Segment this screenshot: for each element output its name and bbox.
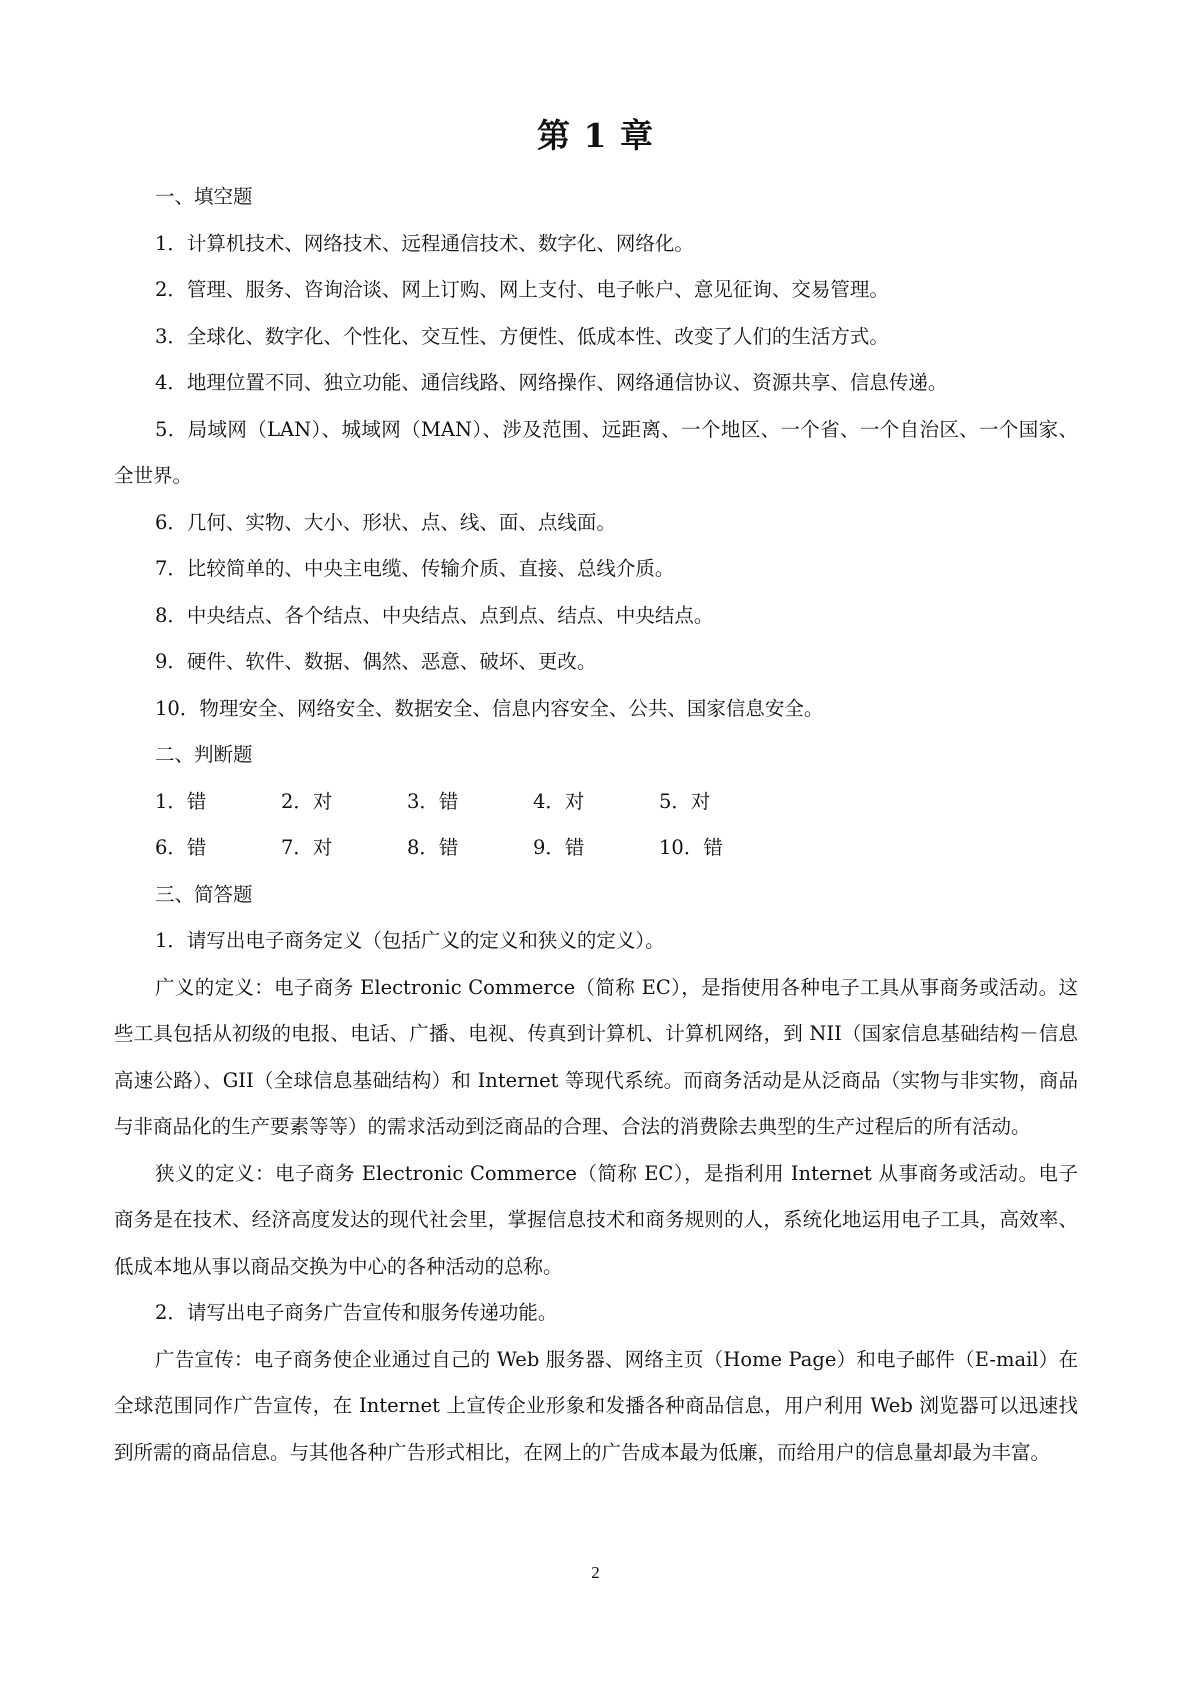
true-false-answer-8: 8．错: [407, 836, 459, 859]
fill-in-answer-7: 7．比较简单的、中央主电缆、传输介质、直接、总线介质。: [155, 557, 675, 580]
fill-in-answer-3: 3．全球化、数字化、个性化、交互性、方便性、低成本性、改变了人们的生活方式。: [155, 324, 889, 348]
short-answer-question-1: 1．请写出电子商务定义（包括广义的定义和狭义的定义）。: [155, 929, 665, 952]
fill-in-answer-8: 8．中央结点、各个结点、中央结点、点到点、结点、中央结点。: [155, 603, 714, 627]
fill-in-answer-5: 5．局域网（LAN）、城域网（MAN）、涉及范围、远距离、一个地区、一个省、一个自治区、一个国家、全世界。: [114, 417, 1078, 487]
fill-in-answer-9: 9．硬件、软件、数据、偶然、恶意、破坏、更改。: [155, 650, 597, 673]
fill-in-answer-4: 4．地理位置不同、独立功能、通信线路、网络操作、网络通信协议、资源共享、信息传递。: [155, 371, 948, 394]
short-answer-question-2: 2．请写出电子商务广告宣传和服务传递功能。: [155, 1301, 558, 1324]
section-heading-fill-in: 一、填空题: [155, 185, 253, 208]
true-false-answer-2: 2．对: [281, 789, 333, 813]
advertising-paragraph: 广告宣传：电子商务使企业通过自己的 Web 服务器、网络主页（Home Page）和电子邮件（E-mail）在全球范围同作广告宣传，在 Internet 上宣传企业形象和发播各种商品信息，用户利用 Web 浏览器可以迅速找到所需的商品信息。与其他各种广告形式相比，在网上的广告成本最为低廉，而给用户的信息量却最为丰富。: [114, 1347, 1078, 1464]
true-false-answer-6: 6．错: [155, 836, 207, 859]
true-false-answer-10: 10．错: [659, 836, 723, 859]
fill-in-answer-2: 2．管理、服务、咨询洽谈、网上订购、网上支付、电子帐户、意见征询、交易管理。: [155, 278, 889, 301]
true-false-row-2: [114, 825, 1078, 872]
true-false-answer-9: 9．错: [533, 836, 585, 859]
true-false-row-1: [114, 779, 1078, 826]
chapter-title: 第 1 章: [537, 116, 654, 155]
true-false-answer-5: 5．对: [659, 789, 711, 813]
page-number: 2: [591, 1563, 600, 1582]
section-heading-true-false: 二、判断题: [155, 743, 253, 766]
true-false-answer-4: 4．对: [533, 789, 585, 813]
fill-in-answer-10: 10．物理安全、网络安全、数据安全、信息内容安全、公共、国家信息安全。: [155, 696, 824, 720]
page-content: [114, 174, 1078, 1476]
true-false-answer-1: 1．错: [155, 789, 207, 813]
fill-in-answer-6: 6．几何、实物、大小、形状、点、线、面、点线面。: [155, 510, 616, 534]
fill-in-answer-1: 1．计算机技术、网络技术、远程通信技术、数字化、网络化。: [155, 231, 694, 255]
narrow-definition-paragraph: 狭义的定义：电子商务 Electronic Commerce（简称 EC），是指利用 Internet 从事商务或活动。电子商务是在技术、经济高度发达的现代社会里，掌握信息技术和商务规则的人，系统化地运用电子工具，高效率、低成本地从事以商品交换为中心的各种活动的总称。: [114, 1161, 1078, 1278]
broad-definition-paragraph: 广义的定义：电子商务 Electronic Commerce（简称 EC），是指使用各种电子工具从事商务或活动。这些工具包括从初级的电报、电话、广播、电视、传真到计算机、计算机网络，到 NII（国家信息基础结构－信息高速公路）、GII（全球信息基础结构）和 Internet 等现代系统。而商务活动是从泛商品（实物与非实物，商品与非商品化的生产要素等等）的需求活动到泛商品的合理、合法的消费除去典型的生产过程后的所有活动。: [114, 975, 1078, 1138]
true-false-answer-3: 3．错: [407, 789, 459, 813]
section-heading-short-answer: 三、简答题: [155, 882, 253, 906]
true-false-answer-7: 7．对: [281, 836, 333, 859]
